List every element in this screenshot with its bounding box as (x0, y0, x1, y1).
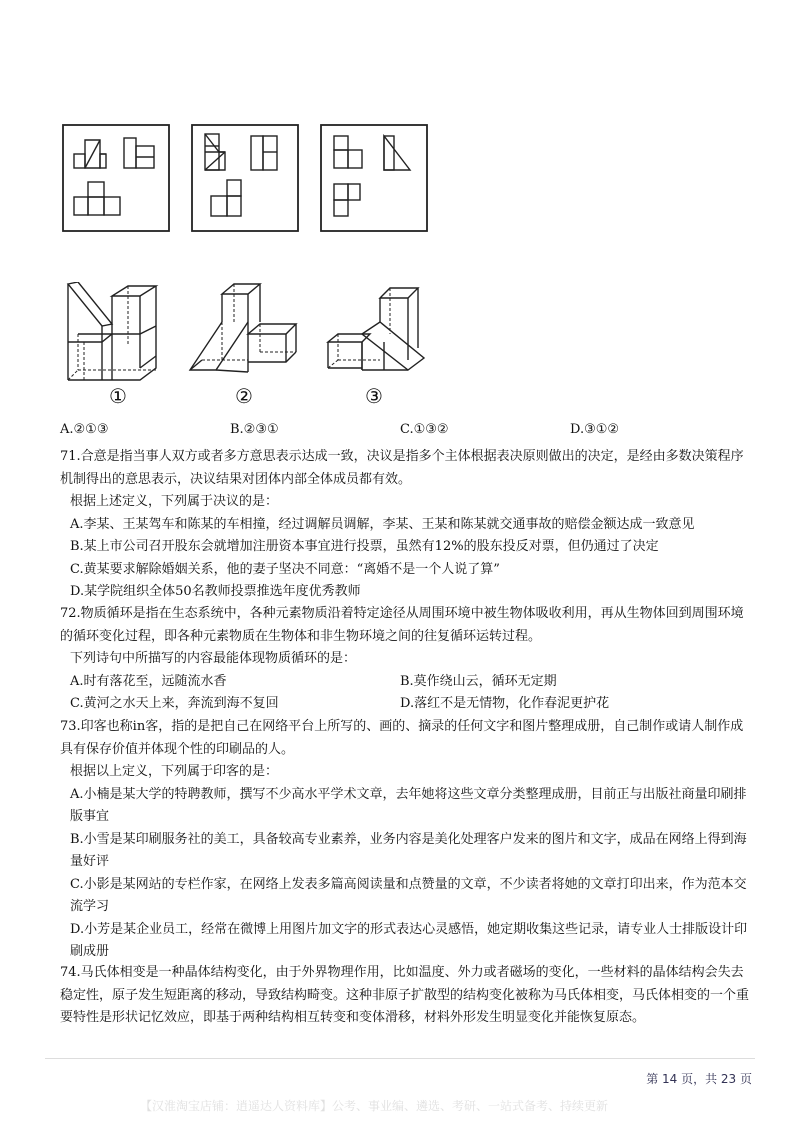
q72-stem: 72.物质循环是指在生态系统中，各种元素物质沿着特定途径从周围环境中被生物体吸收利用，再从生物体回到周围环境的循环变化过程，即各种元素物质在生物体和非生物环境之间的往复循环运转过程。 (60, 606, 744, 644)
q72-option-b[interactable]: B.莫作绕山云，循环无定期 (400, 673, 557, 689)
q70-option-a[interactable]: A.②①③ (60, 422, 109, 437)
page-number: 第 14 页，共 23 页 (646, 1072, 752, 1086)
q71-option-a[interactable]: A.李某、王某驾车和陈某的车相撞，经过调解员调解，李某、王某和陈某就交通事故的赔偿金额达成一致意见 (70, 516, 695, 532)
q73-option-a[interactable]: A.小楠是某大学的特聘教师，撰写不少高水平学术文章，去年她将这些文章分类整理成册，目前正与出版社商量印刷排版事宜 (70, 786, 747, 824)
view-figure-2 (191, 124, 299, 232)
q72-option-d[interactable]: D.落红不是无情物，化作春泥更护花 (400, 696, 610, 711)
q70-option-c[interactable]: C.①③② (400, 422, 449, 437)
q71-option-d[interactable]: D.某学院组织全体50名教师投票推选年度优秀教师 (70, 584, 361, 599)
q73-prompt: 根据以上定义，下列属于印客的是： (70, 764, 279, 779)
footer-divider (45, 1058, 755, 1059)
watermark: 【汉淮淘宝店铺：逍遥达人资料库】公考、事业编、遴选、考研、一站式备考、持续更新 (140, 1099, 609, 1113)
q70-options (60, 422, 750, 442)
q72-option-a[interactable]: A.时有落花至，远随流水香 (70, 673, 227, 689)
q73-option-b[interactable]: B.小雪是某印刷服务社的美工，具备较高专业素养，业务内容是美化处理客户发来的图片和文字，成品在网络上得到海量好评 (70, 831, 747, 869)
q71-option-b[interactable]: B.某上市公司召开股东会就增加注册资本事宜进行投票，虽然有12%的股东投反对票，但仍通过了决定 (70, 539, 659, 554)
q71-stem: 71.合意是指当事人双方或者多方意思表示达成一致，决议是指多个主体根据表决原则做出的决定，是经由多数决策程序机制得出的意思表示，决议结果对团体内部全体成员都有效。 (60, 449, 744, 487)
question-74 (60, 962, 750, 1030)
q70-option-b[interactable]: B.②③① (230, 422, 279, 437)
question-71 (60, 446, 750, 604)
solid-label-3: ③ (365, 384, 383, 408)
q71-option-c[interactable]: C.黄某要求解除婚姻关系，他的妻子坚决不同意：“离婚不是一个人说了算” (70, 561, 500, 577)
solid-label-2: ② (235, 384, 253, 408)
q73-option-d[interactable]: D.小芳是某企业员工，经常在微博上用图片加文字的形式表达心灵感悟，她定期收集这些记录，请专业人士排版设计印刷成册 (70, 921, 748, 959)
question-72 (60, 603, 750, 716)
q71-prompt: 根据上述定义，下列属于决议的是： (70, 494, 279, 509)
q70-option-d[interactable]: D.③①② (570, 422, 620, 437)
view-figure-3 (320, 124, 428, 232)
q73-option-c[interactable]: C.小影是某网站的专栏作家，在网络上发表多篇高阅读量和点赞量的文章，不少读者将她的文章打印出来，作为范本交流学习 (70, 876, 747, 914)
q72-prompt: 下列诗句中所描写的内容最能体现物质循环的是： (70, 651, 357, 666)
solid-figure-1 (64, 282, 174, 382)
q73-stem: 73.印客也称in客，指的是把自己在网络平台上所写的、画的、摘录的任何文字和图片整理成册，自己制作或请人制作成具有保存价值并体现个性的印刷品的人。 (60, 719, 744, 757)
view-figure-1 (62, 124, 170, 232)
solid-figure-2 (188, 282, 298, 382)
question-73 (60, 716, 750, 964)
solid-figure-3 (324, 282, 434, 382)
solid-label-1: ① (109, 384, 127, 408)
q72-option-c[interactable]: C.黄河之水天上来，奔流到海不复回 (70, 696, 279, 711)
q74-stem: 74.马氏体相变是一种晶体结构变化，由于外界物理作用，比如温度、外力或者磁场的变化，一些材料的晶体结构会失去稳定性，原子发生短距离的移动，导致结构畸变。这种非原子扩散型的结构变化被称为马氏体相变，马氏体相变的一个重要特性是形状记忆效应，即基于两种结构相互转变和变体滑移，材料外形发生明显变化并能恢复原态。 (60, 965, 750, 1025)
